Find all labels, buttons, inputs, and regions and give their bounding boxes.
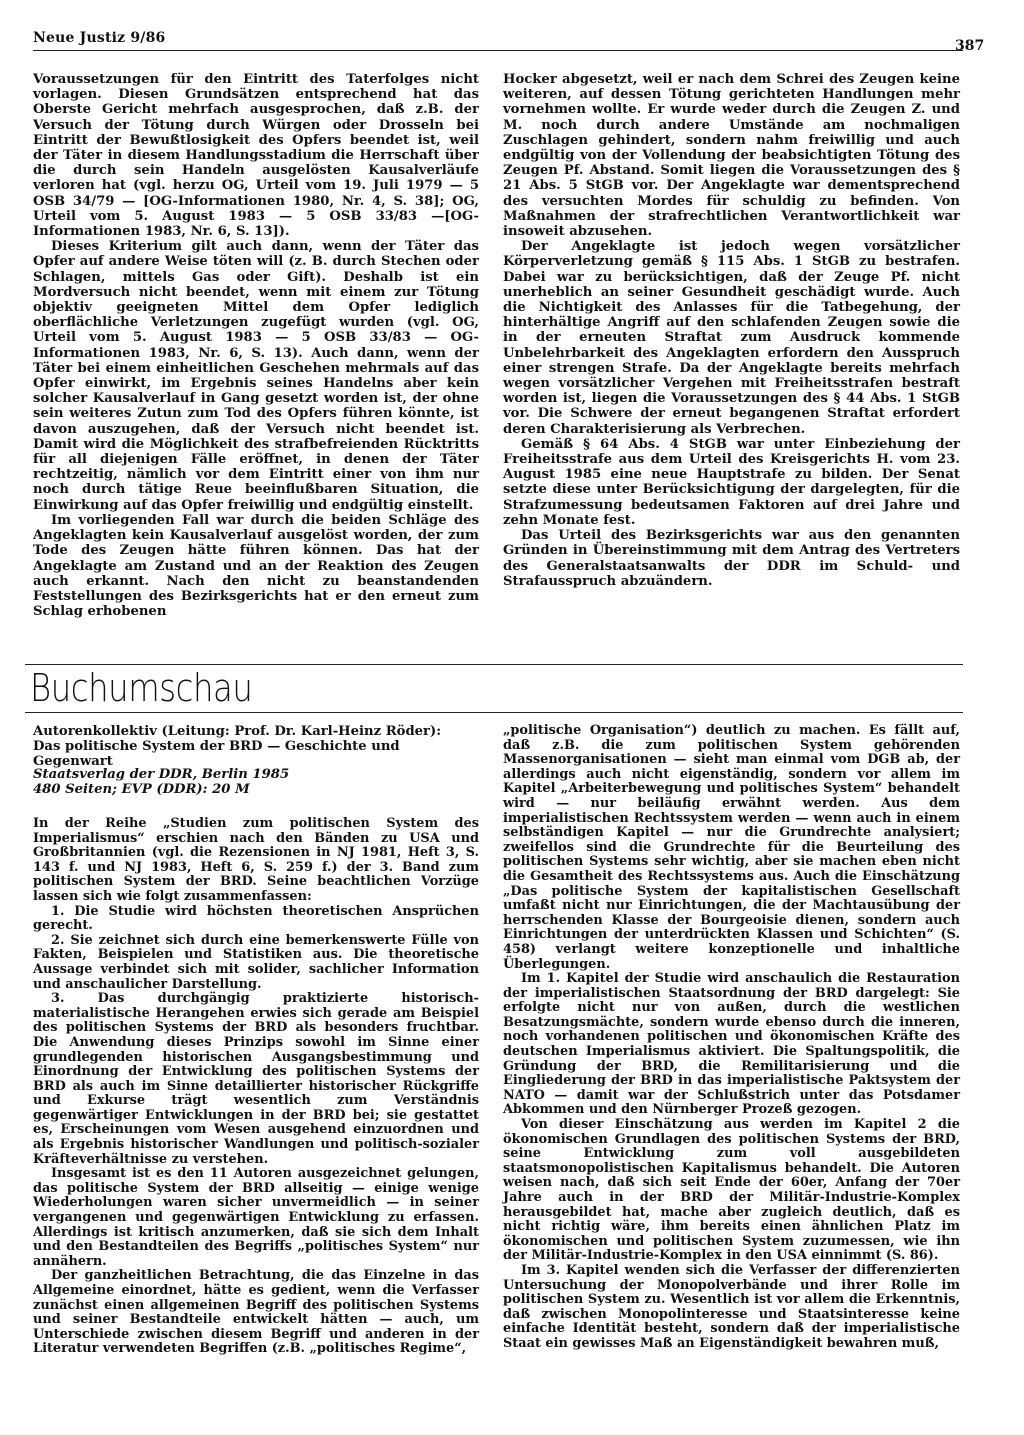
paragraph: Im 1. Kapitel der Studie wird anschaulich die Restauration der imperialistischen Staatsordnung der BRD dargelegt: Sie erfolgte nicht nur von außen, durch die westlichen Besatzungsmächte, sondern wurde ebenso durch die inneren, noch vorhandenen politischen und ökonomischen Kräfte des deutschen Imperialismus aktiviert. Die Spaltungspolitik, die Gründung der BRD, die Remilitarisierung und die Eingliederung der BRD in das imperialistische Paktsystem der NATO — damit war der Schlußstrich unter das Potsdamer Abkommen und den Nürnberger Prozeß gezogen. xyxy=(503,971,960,1118)
book-details: 480 Seiten; EVP (DDR): 20 M xyxy=(33,782,250,798)
book-publisher: Staatsverlag der DDR, Berlin 1985 xyxy=(33,767,290,782)
paragraph: Gemäß § 64 Abs. 4 StGB war unter Einbeziehung der Freiheitsstrafe aus dem Urteil des Kreisgerichts H. vom 23. August 1985 eine neue Hauptstrafe zu bilden. Der Senat setzte diese unter Berücksichtigung der dargelegten, für die Strafzumessung bedeutsamen Faktoren auf drei Jahre und zehn Monate fest. xyxy=(503,436,960,528)
page-number: 387 xyxy=(955,38,985,54)
review-column-left xyxy=(33,817,479,1357)
paragraph: Hocker abgesetzt, weil er nach dem Schrei des Zeugen keine weiteren, auf dessen Tötung gerichteten Handlungen mehr vornehmen wollte. Er wurde weder durch die Zeugen Z. und M. noch durch andere Umstände am nochmaligen Zuschlagen gehindert, sondern nahm freiwillig und auch endgültig von der Vollendung der beabsichtigten Tötung des Zeugen Pf. Abstand. Somit liegen die Voraussetzungen des § 21 Abs. 5 StGB vor. Der Angeklagte war dementsprechend des versuchten Mordes für schuldig zu befinden. Von Maßnahmen der strafrechtlichen Verantwortlichkeit war insoweit abzusehen. xyxy=(503,72,960,240)
section-rule-top xyxy=(25,664,963,665)
paragraph: Dieses Kriterium gilt auch dann, wenn der Täter das Opfer auf andere Weise töten will (z. B. durch Stechen oder Schlagen, mittels Gas oder Gift). Deshalb ist ein Mordversuch nicht beendet, wenn mit einem zur Tötung objektiv geeigneten Mittel dem Opfer lediglich oberflächliche Verletzungen zugefügt wurden (vgl. OG, Urteil vom 5. August 1983 — 5 OSB 33/83 — OG-Informationen 1983, Nr. 6, S. 13). Auch dann, wenn der Täter bei einem einheitlichen Geschehen mehrmals auf das Opfer einwirkt, im Ergebnis seines Handelns aber kein solcher Kausalverlauf in Gang gesetzt worden ist, der ohne sein weiteres Zutun zum Tod des Opfers führen könnte, ist davon auszugehen, daß der Versuch nicht beendet ist. Damit wird die Möglichkeit des strafbefreienden Rücktritts für all diejenigen Fälle eröffnet, in denen der Täter rechtzeitig, nämlich vor dem Eintritt einer von ihm nur noch durch tätige Reue beeinflußbaren Situation, die Einwirkung auf das Opfer freiwillig und endgültig einstellt. xyxy=(33,239,479,513)
paragraph: „politische Organisation“) deutlich zu machen. Es fällt auf, daß z.B. die zum politischen System gehörenden Massenorganisationen — sieht man einmal vom DGB ab, der allerdings auch nicht eigenständig, sondern vor allem im Kapitel „Arbeiterbewegung und politisches System“ behandelt wird — nur beiläufig erwähnt werden. Aus dem imperialistischen Rechtssystem werden — wenn auch in einem selbständigen Kapitel — nur die Grundrechte analysiert; zweifellos sind die Grundrechte für die Beurteilung des politischen Systems sehr wichtig, aber sie machen eben nicht die Gesamtheit des Rechtssystems aus. Auch die Einschätzung „Das politische System der kapitalistischen Gesellschaft umfaßt nicht nur Einrichtungen, die der Machtausübung der herrschenden Klasse der Bourgeoisie dienen, sondern auch Einrichtungen der unterdrückten Klassen und Schichten“ (S. 458) verlangt weitere konzeptionelle und inhaltliche Überlegungen. xyxy=(503,723,960,972)
book-authors: Autorenkollektiv (Leitung: Prof. Dr. Karl-Heinz Röder): xyxy=(33,724,442,739)
book-title: Das politische System der BRD — Geschichte und Gegenwart xyxy=(33,739,400,770)
paragraph: Voraussetzungen für den Eintritt des Taterfolges nicht vorlagen. Diesen Grundsätzen entsprechend hat das Oberste Gericht mehrfach ausgesprochen, daß z.B. der Versuch der Tötung durch Würgen oder Drosseln bei Eintritt der Bewußtlosigkeit des Opfers beendet ist, weil der Täter in diesem Handlungsstadium die Herrschaft über die durch sein Handeln ausgelösten Kausalverläufe verloren hat (vgl. herzu OG, Urteil vom 19. Juli 1979 — 5 OSB 34/79 — [OG-Informationen 1980, Nr. 4, S. 38]; OG, Urteil vom 5. August 1983 — 5 OSB 33/83 —[OG-Informationen 1983, Nr. 6, S. 13]). xyxy=(33,72,479,240)
paragraph: Von dieser Einschätzung aus werden im Kapitel 2 die ökonomischen Grundlagen des politischen Systems der BRD, seine Entwicklung zum voll ausgebildeten staatsmonopolistischen Kapitalismus behandelt. Die Autoren weisen nach, daß sich seit Ende der 60er, Anfang der 70er Jahre auch in der BRD der Militär-Industrie-Komplex herausgebildet hat, mache aber zugleich deutlich, daß es nicht richtig wäre, ihm bereits einen ähnlichen Platz im ökonomischen und politischen System zuzumessen, wie ihn der Militär-Industrie-Komplex in den USA einnimmt (S. 86). xyxy=(503,1117,960,1264)
paragraph: 2. Sie zeichnet sich durch eine bemerkenswerte Fülle von Fakten, Beispielen und Statistiken aus. Die theoretische Aussage verbindet sich mit solider, sachlicher Information und anschaulicher Darstellung. xyxy=(33,932,479,992)
paragraph: 1. Die Studie wird höchsten theoretischen Ansprüchen gerecht. xyxy=(33,903,479,934)
paragraph: Im vorliegenden Fall war durch die beiden Schläge des Angeklagten kein Kausalverlauf ausgelöst worden, der zum Tode des Zeugen hätte führen können. Das hat der Angeklagte am Zustand und an der Reaktion des Zeugen auch erkannt. Nach den nicht zu beanstandenden Feststellungen des Bezirksgerichts hat er den erneut zum Schlag erhobenen xyxy=(33,512,479,620)
paragraph: Der ganzheitlichen Betrachtung, die das Einzelne in das Allgemeine einordnet, hätte es gedient, wenn die Verfasser zunächst einen allgemeinen Begriff des politischen Systems und seiner Bestandteile entwickelt hätten — auch, um Unterschiede zwischen diesem Begriff und anderen in der Literatur verwendeten Begriffen (z.B. „politisches Regime“, xyxy=(33,1268,479,1357)
paragraph: Insgesamt ist es den 11 Autoren ausgezeichnet gelungen, das politische System der BRD allseitig — einige wenige Wiederholungen waren sicher unvermeidlich — in seiner vergangenen und gegenwärtigen Entwicklung zu erfassen. Allerdings ist kritisch anzumerken, daß sie sich dem Inhalt und den Bestandteilen des Begriffs „politisches System“ nur annähern. xyxy=(33,1166,479,1269)
header-rule xyxy=(33,50,963,51)
journal-issue: Neue Justiz 9/86 xyxy=(33,30,166,46)
paragraph: Das Urteil des Bezirksgerichts war aus den genannten Gründen in Übereinstimmung mit dem Antrag des Vertreters des Generalstaatsanwalts der DDR im Schuld- und Strafausspruch abzuändern. xyxy=(503,528,960,589)
article-column-left xyxy=(33,72,479,619)
section-title: Buchumschau xyxy=(30,666,253,710)
book-publication xyxy=(33,767,483,797)
paragraph: Der Angeklagte ist jedoch wegen vorsätzlicher Körperverletzung gemäß § 115 Abs. 1 StGB zu bestrafen. Dabei war zu berücksichtigen, daß der Zeuge Pf. nicht unerheblich an seiner Gesundheit geschädigt wurde. Auch die Nichtigkeit des Anlasses für die Tatbegehung, der hinterhältige Angriff auf den schlafenden Zeugen sowie die in der erneuten Straftat zum Ausdruck kommende Unbelehrbarkeit des Angeklagten erfordern den Ausspruch einer strengen Strafe. Da der Angeklagte bereits mehrfach wegen vorsätzlicher Vergehen mit Freiheitsstrafen bestraft worden ist, liegen die Voraussetzungen des § 44 Abs. 1 StGB vor. Die Schwere der erneut begangenen Straftat erfordert deren Charakterisierung als Verbrechen. xyxy=(503,239,960,437)
article-column-right xyxy=(503,72,960,589)
book-bibliography xyxy=(33,724,483,770)
paragraph: 3. Das durchgängig praktizierte historisch-materialistische Herangehen erwies sich gerade am Beispiel des politischen Systems der BRD als besonders fruchtbar. Die Anwendung dieses Prinzips sowohl im Sinne einer grundlegenden historischen Ausgangsbestimmung und Einordnung der Entwicklung des politischen Systems der BRD als auch im Sinne detaillierter historischer Rückgriffe und Exkurse trägt wesentlich zum Verständnis gegenwärtiger Entwicklungen in der BRD bei; sie gestattet es, Erscheinungen vom Wesen ausgehend einzuordnen und als Ergebnis historischer Wandlungen und politisch-sozialer Kräfteverhältnisse zu verstehen. xyxy=(33,991,479,1167)
review-column-right xyxy=(503,724,960,1352)
paragraph: Im 3. Kapitel wenden sich die Verfasser der differenzierten Untersuchung der Monopolverbände und ihrer Rolle im politischen System zu. Wesentlich ist vor allem die Erkenntnis, daß zwischen Monopolinteresse und Staatsinteresse keine einfache Identität besteht, sondern daß der imperialistische Staat ein gewisses Maß an Eigenständigkeit bewahren muß, xyxy=(503,1262,960,1351)
section-rule-bottom xyxy=(25,712,963,713)
paragraph: In der Reihe „Studien zum politischen System des Imperialismus“ erschien nach den Bänden zu USA und Großbritannien (vgl. die Rezensionen in NJ 1981, Heft 3, S. 143 f. und NJ 1983, Heft 6, S. 259 f.) der 3. Band zum politischen System der BRD. Seine beachtlichen Vorzüge lassen sich wie folgt zusammenfassen: xyxy=(33,816,479,904)
